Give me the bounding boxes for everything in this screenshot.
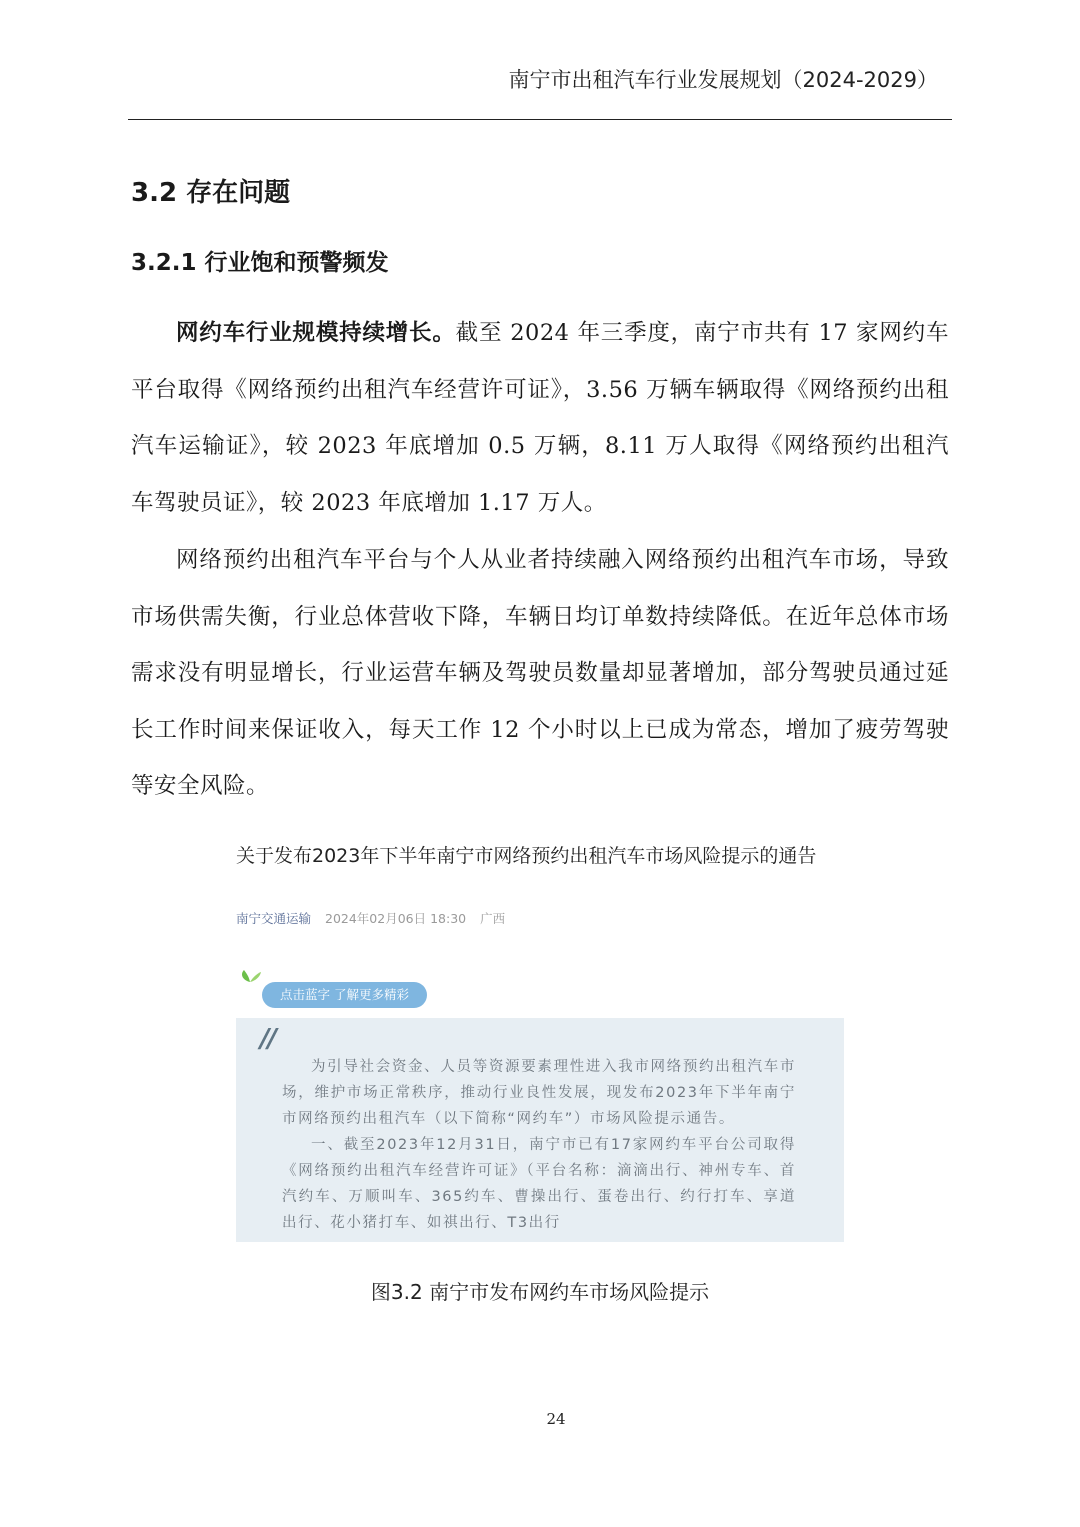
follow-pill-button[interactable]: 点击蓝字 了解更多精彩 bbox=[262, 982, 427, 1008]
article-region: 广西 bbox=[480, 911, 506, 926]
paragraph-1 bbox=[131, 305, 949, 531]
article-screenshot-figure bbox=[232, 838, 846, 1244]
paragraph-1-body: 截至 2024 年三季度，南宁市共有 17 家网约车平台取得《网络预约出租汽车经营许可证》，3.56 万辆车辆取得《网络预约出租汽车运输证》，较 2023 年底增加 0.5 万辆，8.11 万人取得《网络预约出租汽车驾驶员证》，较 2023 年底增加 1.17 万人。 bbox=[131, 320, 949, 516]
paragraph-1-lead: 网约车行业规模持续增长。 bbox=[176, 320, 456, 346]
article-title: 关于发布2023年下半年南宁市网络预约出租汽车市场风险提示的通告 bbox=[236, 845, 817, 867]
article-date: 2024年02月06日 18:30 bbox=[325, 911, 467, 926]
section-title: 3.2 存在问题 bbox=[131, 178, 291, 208]
quote-icon: // bbox=[260, 1024, 275, 1054]
page-number: 24 bbox=[546, 1410, 566, 1428]
quote-box bbox=[236, 1018, 844, 1242]
subsection-title: 3.2.1 行业饱和预警频发 bbox=[131, 250, 389, 276]
article-source-link[interactable]: 南宁交通运输 bbox=[236, 911, 312, 926]
header-rule bbox=[128, 119, 952, 120]
quote-paragraph-1: 为引导社会资金、人员等资源要素理性进入我市网络预约出租汽车市场，维护市场正常秩序，推动行业良性发展，现发布2023年下半年南宁市网络预约出租汽车（以下简称“网约车”）市场风险提示通告。 bbox=[282, 1059, 796, 1127]
article-meta bbox=[236, 909, 505, 927]
running-header: 南宁市出租汽车行业发展规划（2024-2029） bbox=[508, 68, 938, 92]
paragraph-2: 网络预约出租汽车平台与个人从业者持续融入网络预约出租汽车市场，导致市场供需失衡，行业总体营收下降，车辆日均订单数持续降低。在近年总体市场需求没有明显增长，行业运营车辆及驾驶员数量却显著增加，部分驾驶员通过延长工作时间来保证收入，每天工作 12 个小时以上已成为常态，增加了疲劳驾驶等安全风险。 bbox=[131, 547, 949, 799]
quote-text bbox=[282, 1054, 796, 1236]
quote-paragraph-2: 一、截至2023年12月31日，南宁市已有17家网约车平台公司取得《网络预约出租汽车经营许可证》（平台名称：滴滴出行、神州专车、首汽约车、万顺叫车、365约车、曹操出行、蛋卷出行、约行打车、享道出行、花小猪打车、如祺出行、T3出行 bbox=[282, 1137, 796, 1231]
leaf-icon bbox=[238, 966, 262, 984]
figure-caption: 图3.2 南宁市发布网约车市场风险提示 bbox=[370, 1280, 710, 1304]
